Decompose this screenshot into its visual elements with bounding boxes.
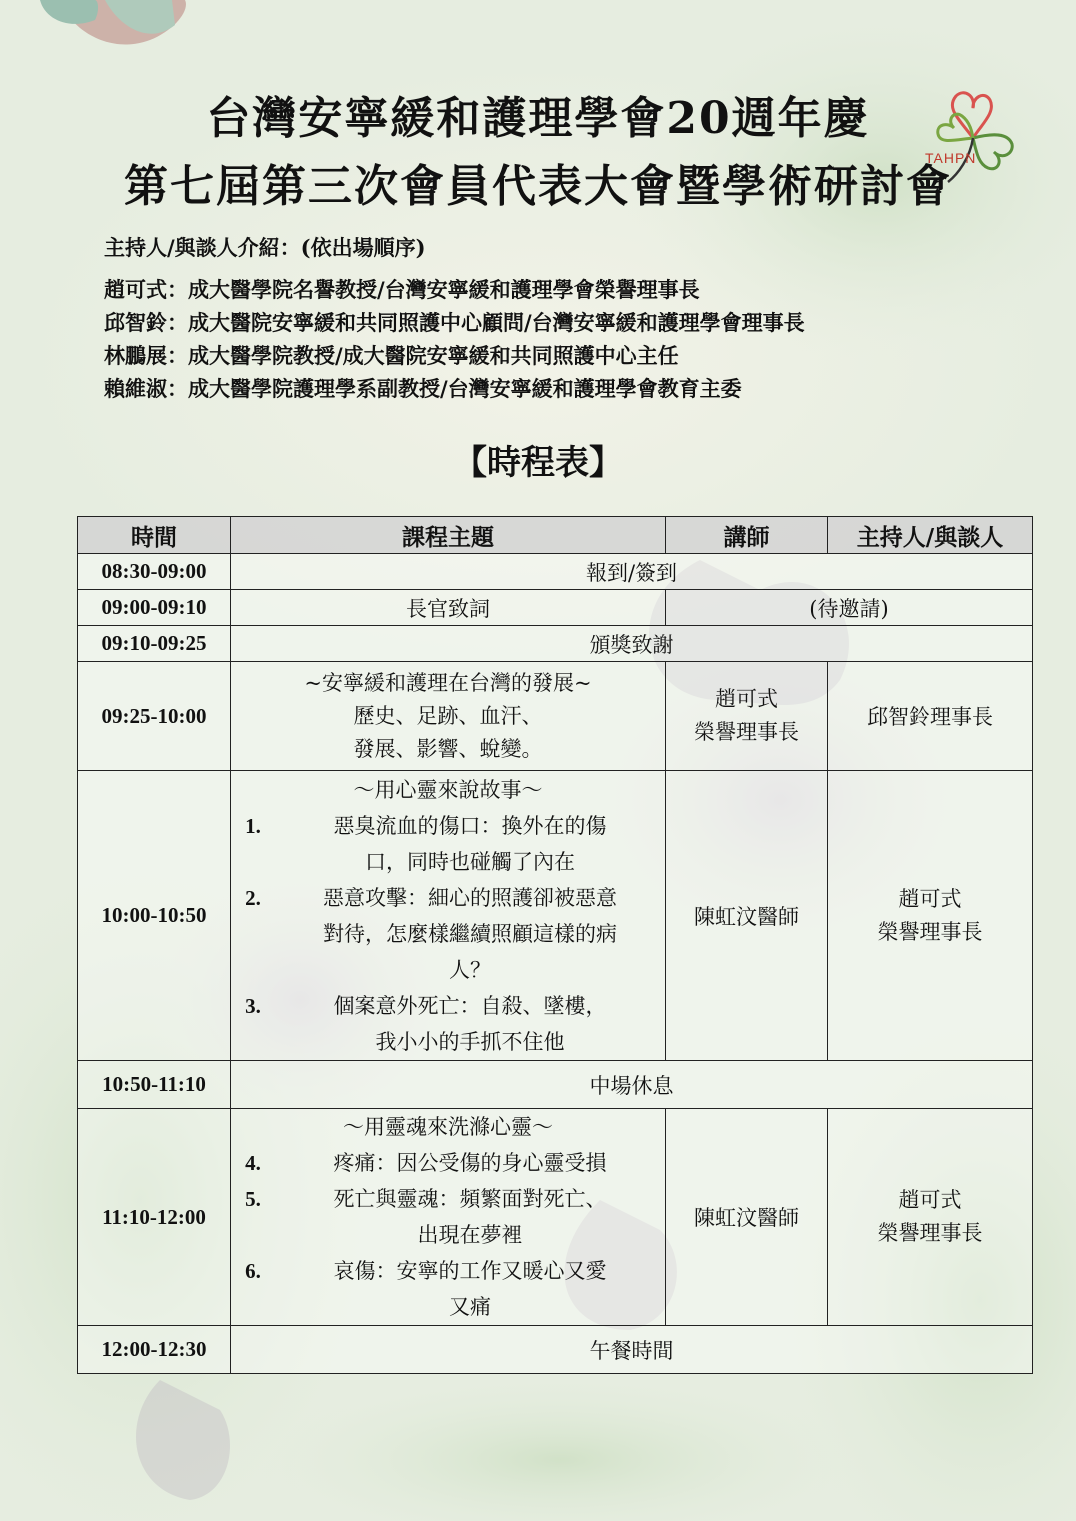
page-subtitle: 第七屆第三次會員代表大會暨學術研討會 — [124, 161, 952, 212]
topic-line: 發展、影響、蛻變。 — [353, 736, 543, 761]
item-text: 惡臭流血的傷口：換外在的傷 — [333, 813, 607, 838]
col-header-host: 主持人/與談人 — [828, 517, 1033, 554]
time-cell: 08:30-09:00 — [78, 554, 231, 590]
item-text: 出現在夢裡 — [417, 1223, 523, 1247]
topic-line: 歷史、足跡、血汗、 — [353, 703, 543, 728]
item-text: 又痛 — [449, 1295, 491, 1319]
speaker-cell: 陳虹汶醫師 — [666, 771, 828, 1061]
col-header-topic: 課程主題 — [231, 517, 666, 554]
person-line: 賴維淑：成大醫學院護理學系副教授/台灣安寧緩和護理學會教育主委 — [104, 376, 742, 401]
host-line: 趙可式 — [898, 1188, 962, 1212]
speaker-line: 趙可式 — [715, 687, 778, 711]
page-title: 台灣安寧緩和護理學會20週年慶 — [206, 93, 870, 144]
item-text: 對待，怎麼樣繼續照顧這樣的病 — [323, 921, 617, 946]
time-cell: 10:50-11:10 — [78, 1061, 231, 1109]
host-line: 榮譽理事長 — [877, 1221, 983, 1245]
table-row — [78, 590, 1033, 626]
item-number: 4. — [245, 1151, 261, 1175]
logo-text: TAHPN — [925, 150, 977, 166]
item-text: 人？ — [449, 957, 491, 982]
speaker-line: 榮譽理事長 — [694, 720, 799, 744]
item-text: 我小小的手抓不住他 — [375, 1029, 565, 1054]
table-row — [78, 554, 1033, 590]
topic-cell: 中場休息 — [231, 1061, 1033, 1109]
table-row — [78, 1061, 1033, 1109]
speaker-cell: 陳虹汶醫師 — [666, 1109, 828, 1326]
speaker-cell — [666, 662, 828, 771]
person-line: 邱智鈴：成大醫院安寧緩和共同照護中心顧問/台灣安寧緩和護理學會理事長 — [104, 310, 805, 335]
person-line: 林鵬展：成大醫學院教授/成大醫院安寧緩和共同照護中心主任 — [104, 343, 679, 368]
item-text: 惡意攻擊：細心的照護卻被惡意 — [323, 885, 617, 910]
item-text: 哀傷：安寧的工作又暖心又愛 — [333, 1259, 607, 1283]
item-text: 疼痛：因公受傷的身心靈受損 — [333, 1151, 607, 1175]
item-number: 5. — [245, 1187, 261, 1211]
host-line: 趙可式 — [898, 886, 962, 911]
people-list — [104, 275, 805, 407]
item-text: 口，同時也碰觸了內在 — [365, 849, 575, 874]
table-row — [78, 626, 1033, 662]
topic-heading: ～用心靈來說故事～ — [353, 777, 543, 802]
time-cell: 09:00-09:10 — [78, 590, 231, 626]
topic-cell — [231, 771, 666, 1061]
item-number: 3. — [245, 993, 261, 1018]
clover-logo-icon — [918, 78, 1028, 196]
note-cell: (待邀請) — [666, 590, 1033, 626]
table-row — [78, 662, 1033, 771]
topic-cell: 午餐時間 — [231, 1326, 1033, 1374]
col-header-speaker: 講師 — [666, 517, 828, 554]
table-row — [78, 1326, 1033, 1374]
table-row — [78, 771, 1033, 1061]
item-number: 1. — [245, 813, 261, 838]
topic-cell — [231, 1109, 666, 1326]
host-cell — [828, 1109, 1033, 1326]
time-cell: 12:00-12:30 — [78, 1326, 231, 1374]
schedule-table — [77, 516, 1033, 1374]
host-cell — [828, 771, 1033, 1061]
table-row — [78, 1109, 1033, 1326]
time-cell: 10:00-10:50 — [78, 771, 231, 1061]
topic-cell: 報到/簽到 — [231, 554, 1033, 590]
topic-cell: 頒獎致謝 — [231, 626, 1033, 662]
time-cell: 11:10-12:00 — [78, 1109, 231, 1326]
item-text: 個案意外死亡：自殺、墜樓， — [333, 993, 607, 1018]
topic-cell: 長官致詞 — [231, 590, 666, 626]
host-line: 榮譽理事長 — [877, 919, 983, 944]
time-cell: 09:25-10:00 — [78, 662, 231, 771]
col-header-time: 時間 — [78, 517, 231, 554]
schedule-title: 【時程表】 — [453, 443, 623, 483]
topic-line: ~安寧緩和護理在台灣的發展~ — [304, 670, 592, 695]
item-text: 死亡與靈魂：頻繁面對死亡、 — [333, 1187, 607, 1211]
topic-cell — [231, 662, 666, 771]
topic-heading: ～用靈魂來洗滌心靈～ — [343, 1115, 553, 1139]
person-line: 趙可式：成大醫學院名譽教授/台灣安寧緩和護理學會榮譽理事長 — [104, 277, 700, 302]
table-header-row — [78, 517, 1033, 554]
time-cell: 09:10-09:25 — [78, 626, 231, 662]
intro-heading: 主持人/與談人介紹：(依出場順序) — [104, 235, 426, 260]
item-number: 2. — [245, 885, 261, 910]
item-number: 6. — [245, 1259, 261, 1283]
host-cell: 邱智鈴理事長 — [828, 662, 1033, 771]
